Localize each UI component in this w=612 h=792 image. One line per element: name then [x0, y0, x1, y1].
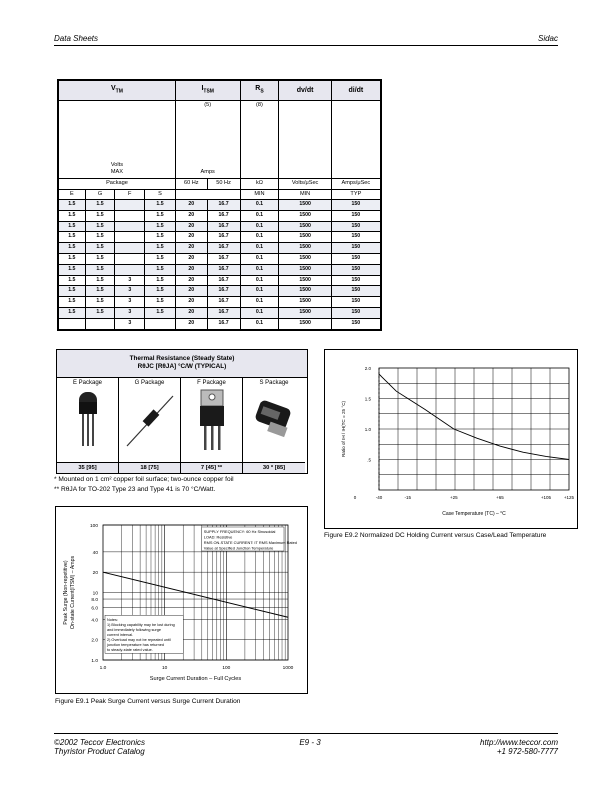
y-tick-label: .5 — [367, 457, 371, 463]
table-cell: 1.5 — [145, 221, 176, 232]
x-tick-label: +65 — [496, 495, 504, 500]
dvdt-unit-label: Volts/μSec — [279, 179, 331, 190]
table-cell: 1.5 — [85, 210, 115, 221]
x-tick-label: 0 — [353, 495, 357, 500]
table-cell: 1.5 — [59, 221, 86, 232]
footer-right-1: http://www.teccor.com — [480, 738, 558, 747]
table-cell: 1.5 — [85, 307, 115, 318]
legend-line: Value at Specified Junction Temperature — [203, 545, 274, 551]
table-cell: 1.5 — [59, 232, 86, 243]
table-cell: 0.1 — [240, 286, 279, 297]
fig92-caption: Figure E9.2 Normalized DC Holding Current versus Case/Lead Temperature — [324, 532, 547, 539]
table-cell: 1.5 — [85, 253, 115, 264]
table-cell: 1.5 — [59, 210, 86, 221]
notes-line: 2) Overload may not be repeated until — [107, 638, 171, 643]
table-cell: 150 — [331, 210, 380, 221]
table-cell: 150 — [331, 264, 380, 275]
holding-current-plot — [325, 350, 577, 528]
table-cell: 16.7 — [207, 297, 240, 308]
table-cell: 1.5 — [59, 253, 86, 264]
table-row — [59, 264, 381, 275]
to263-package-icon — [243, 386, 305, 456]
table-cell: 20 — [175, 253, 207, 264]
y-tick-label: 6.0 — [91, 606, 98, 612]
y-tick-label: 2.0 — [91, 638, 98, 644]
thermal-resistance-table — [56, 349, 308, 474]
table-cell: 3 — [115, 318, 145, 329]
table-cell: 20 — [175, 318, 207, 329]
table-cell — [115, 221, 145, 232]
table-cell: 16.7 — [207, 253, 240, 264]
table-cell: 1.5 — [85, 221, 115, 232]
table-cell: 0.1 — [240, 275, 279, 286]
y-tick-label: 100 — [89, 524, 98, 529]
to92-package-icon — [57, 386, 119, 456]
table-cell: 1500 — [279, 253, 331, 264]
table-cell: 1.5 — [59, 243, 86, 254]
table-cell — [59, 318, 86, 329]
table-cell — [115, 210, 145, 221]
notes-line: Notes: — [107, 618, 118, 623]
table-cell: 0.1 — [240, 200, 279, 211]
itsm-header: $I_{TSM}$ — [175, 81, 240, 101]
table-row — [59, 210, 381, 221]
table-cell: 150 — [331, 253, 380, 264]
didt-typ: TYP — [331, 189, 380, 200]
table-cell: 1.5 — [145, 200, 176, 211]
table-cell: 1.5 — [145, 297, 176, 308]
dvdt-header: dv/dt — [279, 81, 331, 101]
table-cell: 1500 — [279, 210, 331, 221]
table-cell: 20 — [175, 210, 207, 221]
pkg-col-s: S — [145, 189, 176, 200]
table-cell: 16.7 — [207, 286, 240, 297]
notes-line: current interval. — [107, 633, 134, 638]
x-tick-label: +125 — [563, 495, 575, 500]
y-tick-label: 8.0 — [91, 598, 98, 604]
hz50-label: 50 Hz — [207, 179, 240, 190]
x-tick-label: +25 — [450, 495, 458, 500]
table-cell: 1500 — [279, 318, 331, 329]
x-tick-label: 10 — [161, 666, 168, 671]
y-axis-label: Ratio of IH / IH(TC = 25 °C) — [341, 400, 346, 458]
table-cell: 1500 — [279, 297, 331, 308]
table-row — [59, 232, 381, 243]
notes-line: 1) Blocking capability may be lost during — [107, 623, 175, 628]
didt-unit-label: Amps/μSec — [331, 179, 380, 190]
table-cell: 1.5 — [85, 232, 115, 243]
table-cell: 3 — [115, 286, 145, 297]
y-tick-label: 40 — [92, 550, 98, 556]
table-cell: 0.1 — [240, 253, 279, 264]
table-cell: 150 — [331, 286, 380, 297]
table-cell: 1.5 — [145, 264, 176, 275]
table-row — [59, 253, 381, 264]
header-left: Data Sheets — [54, 34, 99, 43]
didt-header: di/dt — [331, 81, 380, 101]
table-cell: 0.1 — [240, 318, 279, 329]
electrical-characteristics-table — [57, 79, 382, 331]
table-cell — [115, 264, 145, 275]
legend-line: RMS ON-STATE CURRENT: IT RMS Maximum Rated — [203, 540, 297, 545]
table-cell: 16.7 — [207, 318, 240, 329]
pkg-col-f: F — [115, 189, 145, 200]
table-cell: 1.5 — [145, 232, 176, 243]
table-cell: 20 — [175, 275, 207, 286]
didt-units — [331, 101, 380, 179]
pkg-f-cell: F Package 7 [45] ** — [181, 378, 243, 473]
table-cell: 1.5 — [59, 264, 86, 275]
x-axis-label: Case Temperature (TC) – °C — [442, 511, 506, 517]
table-row — [59, 318, 381, 329]
table-cell: 20 — [175, 264, 207, 275]
table-cell: 0.1 — [240, 221, 279, 232]
table-cell: 150 — [331, 232, 380, 243]
rs-min: MIN — [240, 189, 279, 200]
rs-units: (8) — [240, 101, 279, 179]
table-cell: 1.5 — [85, 275, 115, 286]
table-cell: 0.1 — [240, 264, 279, 275]
fig91-caption: Figure E9.1 Peak Surge Current versus Surge Current Duration — [55, 698, 241, 705]
surge-current-plot — [56, 507, 307, 693]
x-tick-label: +105 — [540, 495, 552, 500]
pkg-col-e: E — [59, 189, 86, 200]
notes-line: to steady-state rated value. — [107, 648, 153, 653]
table-cell: 20 — [175, 307, 207, 318]
table-cell: 20 — [175, 232, 207, 243]
y-tick-label: 1.5 — [364, 396, 371, 402]
surge-current-chart — [55, 506, 308, 694]
table-cell: 150 — [331, 221, 380, 232]
data-series-line — [103, 572, 288, 617]
table-cell: 0.1 — [240, 307, 279, 318]
table-cell: 16.7 — [207, 307, 240, 318]
footer-left-2: Thyristor Product Catalog — [54, 747, 145, 756]
table-cell: 16.7 — [207, 200, 240, 211]
table-cell: 150 — [331, 275, 380, 286]
table-cell: 150 — [331, 318, 380, 329]
table-cell: 1.5 — [145, 307, 176, 318]
table-cell: 150 — [331, 243, 380, 254]
table-cell: 3 — [115, 297, 145, 308]
thermal-title: Thermal Resistance (Steady State) RθJC [RθJA] °C/W (TYPICAL) — [57, 350, 307, 378]
x-tick-label: -15 — [404, 495, 412, 500]
table-cell: 16.7 — [207, 221, 240, 232]
table-cell: 20 — [175, 200, 207, 211]
hz60-label: 60 Hz — [175, 179, 207, 190]
y-tick-label: 4.0 — [91, 618, 98, 624]
table-cell: 1.5 — [59, 307, 86, 318]
pkg-s-cell: S Package 30 * [85] — [243, 378, 305, 473]
table-cell: 1.5 — [85, 297, 115, 308]
table-cell: 20 — [175, 286, 207, 297]
table-cell: 1.5 — [59, 297, 86, 308]
dvdt-min: MIN — [279, 189, 331, 200]
table-cell: 1.5 — [59, 200, 86, 211]
pkg-e-cell: E Package 35 [95] — [57, 378, 119, 473]
thermal-note-2: ** RθJA for TO-202 Type 23 and Type 41 is 70 °C/Watt. — [54, 486, 216, 493]
table-cell: 1500 — [279, 264, 331, 275]
y-tick-label: 1.0 — [364, 427, 371, 432]
pkg-col-g: G — [85, 189, 115, 200]
footer-right-2: +1 972-580-7777 — [496, 747, 558, 756]
table-cell: 1.5 — [85, 200, 115, 211]
table-cell: 1.5 — [145, 210, 176, 221]
table-cell — [145, 318, 176, 329]
table-cell: 16.7 — [207, 243, 240, 254]
y-axis-label: Peak Surge (Non-repetitive) — [63, 560, 69, 625]
table-cell: 1500 — [279, 275, 331, 286]
table-row — [59, 243, 381, 254]
table-cell: 16.7 — [207, 210, 240, 221]
table-row — [59, 200, 381, 211]
notes-line: and immediately following surge — [107, 628, 162, 633]
y-axis-label: On-state Current(ITSM) – Amps — [70, 555, 76, 630]
table-cell — [115, 200, 145, 211]
y-tick-label: 1.0 — [91, 659, 98, 664]
to202-package-icon — [181, 386, 243, 456]
holding-current-chart — [324, 349, 578, 529]
table-cell: 20 — [175, 243, 207, 254]
legend-line: SUPPLY FREQUENCY: 60 Hz Sinusoidal — [203, 529, 276, 534]
x-tick-label: 1000 — [282, 666, 294, 671]
x-axis-label: Surge Current Duration – Full Cycles — [149, 676, 242, 682]
package-label: Package — [59, 179, 176, 190]
table-cell: 3 — [115, 275, 145, 286]
table-cell — [85, 318, 115, 329]
do15-package-icon — [119, 386, 181, 456]
table-cell: 1500 — [279, 232, 331, 243]
header-right: Sidac — [537, 34, 558, 43]
table-cell: 1.5 — [145, 275, 176, 286]
table-row — [59, 221, 381, 232]
y-tick-label: 20 — [92, 571, 98, 577]
table-cell: 3 — [115, 307, 145, 318]
table-cell — [115, 232, 145, 243]
table-cell: 16.7 — [207, 264, 240, 275]
x-tick-label: 1.0 — [99, 666, 107, 671]
table-cell: 1.5 — [59, 275, 86, 286]
y-tick-label: 2.0 — [364, 366, 371, 371]
table-cell: 20 — [175, 297, 207, 308]
table-cell: 1500 — [279, 286, 331, 297]
table-cell: 1.5 — [85, 286, 115, 297]
vtm-units: Volts MAX — [59, 101, 176, 179]
table-row — [59, 297, 381, 308]
notes-line: junction temperature has returned — [107, 643, 164, 648]
rs-unit-label: kΩ — [240, 179, 279, 190]
footer-rule — [54, 733, 558, 734]
table-cell: 150 — [331, 297, 380, 308]
table-cell — [115, 253, 145, 264]
table-row — [59, 307, 381, 318]
table-cell: 1.5 — [59, 286, 86, 297]
table-cell: 0.1 — [240, 210, 279, 221]
table-cell: 0.1 — [240, 232, 279, 243]
table-cell: 1.5 — [85, 264, 115, 275]
itsm-blank — [175, 189, 240, 200]
table-row — [59, 286, 381, 297]
table-cell: 1.5 — [145, 286, 176, 297]
table-cell: 16.7 — [207, 275, 240, 286]
thermal-note-1: * Mounted on 1 cm² copper foil surface; two-ounce copper foil — [54, 476, 234, 483]
itsm-units: (5) Amps — [175, 101, 240, 179]
footer-left-1: ©2002 Teccor Electronics — [54, 738, 145, 747]
table-cell: 150 — [331, 307, 380, 318]
table-cell: 1500 — [279, 200, 331, 211]
table-cell: 1500 — [279, 221, 331, 232]
legend-line: LOAD: Resistive — [203, 534, 233, 540]
header-rule — [54, 45, 558, 46]
x-tick-label: -40 — [375, 495, 383, 500]
footer-page-number: E9 - 3 — [299, 738, 321, 747]
table-cell: 1500 — [279, 243, 331, 254]
table-cell — [115, 243, 145, 254]
table-cell: 0.1 — [240, 297, 279, 308]
table-cell: 1500 — [279, 307, 331, 318]
table-cell: 16.7 — [207, 232, 240, 243]
pkg-g-cell: G Package 18 [75] — [119, 378, 181, 473]
table-cell: 1.5 — [85, 243, 115, 254]
table-cell: 0.1 — [240, 243, 279, 254]
vtm-header: $V_{TM}$ — [59, 81, 176, 101]
table-cell: 1.5 — [145, 243, 176, 254]
table-cell: 20 — [175, 221, 207, 232]
dvdt-units — [279, 101, 331, 179]
y-tick-label: 10 — [92, 591, 98, 597]
rs-header: $R_S$ — [240, 81, 279, 101]
x-tick-label: 100 — [222, 666, 231, 671]
table-cell: 1.5 — [145, 253, 176, 264]
table-row — [59, 275, 381, 286]
table-cell: 150 — [331, 200, 380, 211]
